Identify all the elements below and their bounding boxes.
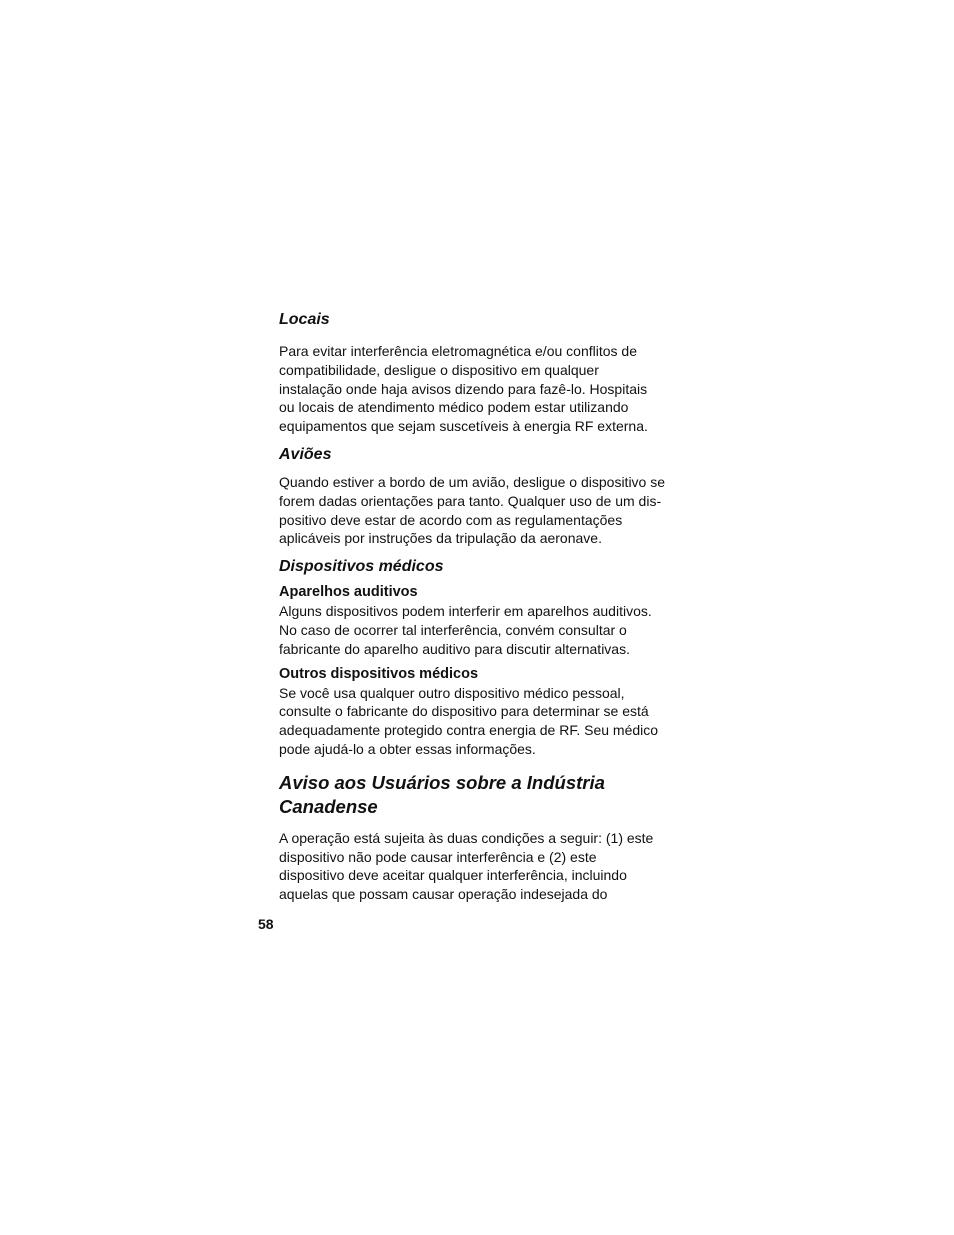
text-line: A operação está sujeita às duas condições a seguir: (1) este	[279, 829, 654, 846]
text-line: compatibilidade, desligue o dispositivo em qualquer	[279, 361, 599, 378]
page-content	[279, 310, 664, 904]
subheading-aparelhos-auditivos: Aparelhos auditivos	[279, 584, 418, 601]
text-line: equipamentos que sejam suscetíveis à energia RF externa.	[279, 418, 648, 435]
paragraph-outros-dispositivos	[279, 684, 664, 759]
text-line: forem dadas orientações para tanto. Qualquer uso de um dis-	[279, 492, 662, 509]
text-line: Para evitar interferência eletromagnética e/ou conflitos de	[279, 343, 637, 359]
heading-avioes: Aviões	[279, 445, 332, 463]
paragraph-aparelhos-auditivos	[279, 602, 664, 658]
heading-locais: Locais	[279, 311, 330, 328]
paragraph-locais	[279, 342, 664, 436]
text-line: Se você usa qualquer outro dispositivo médico pessoal,	[279, 684, 625, 701]
text-line: Alguns dispositivos podem interferir em aparelhos auditivos.	[279, 603, 652, 620]
heading-line: Aviso aos Usuários sobre a Indústria	[279, 771, 605, 793]
heading-dispositivos-medicos: Dispositivos médicos	[279, 558, 444, 576]
text-line: consulte o fabricante do dispositivo para determinar se está	[279, 703, 649, 720]
paragraph-avioes	[279, 473, 664, 548]
text-line: No caso de ocorrer tal interferência, convém consultar o	[279, 621, 627, 638]
text-line: adequadamente protegido contra energia de RF. Seu médico	[279, 722, 659, 739]
text-line: instalação onde haja avisos dizendo para fazê-lo. Hospitais	[279, 380, 648, 397]
text-line: dispositivo não pode causar interferência e (2) este	[279, 848, 597, 865]
text-line: aplicáveis por instruções da tripulação da aeronave.	[279, 530, 602, 547]
text-line: aquelas que possam causar operação indesejada do	[279, 886, 608, 903]
text-line: pode ajudá-lo a obter essas informações.	[279, 740, 536, 757]
paragraph-aviso	[279, 829, 664, 904]
heading-line: Canadense	[279, 796, 378, 818]
page-number: 58	[258, 916, 274, 932]
text-line: dispositivo deve aceitar qualquer interferência, incluindo	[279, 867, 627, 884]
subheading-outros-dispositivos: Outros dispositivos médicos	[279, 665, 479, 682]
text-line: positivo deve estar de acordo com as regulamentações	[279, 511, 623, 528]
text-line: fabricante do aparelho auditivo para discutir alternativas.	[279, 640, 630, 657]
heading-aviso-canadense	[279, 771, 664, 820]
text-line: Quando estiver a bordo de um avião, desligue o dispositivo se	[279, 473, 666, 490]
text-line: ou locais de atendimento médico podem estar utilizando	[279, 399, 629, 416]
